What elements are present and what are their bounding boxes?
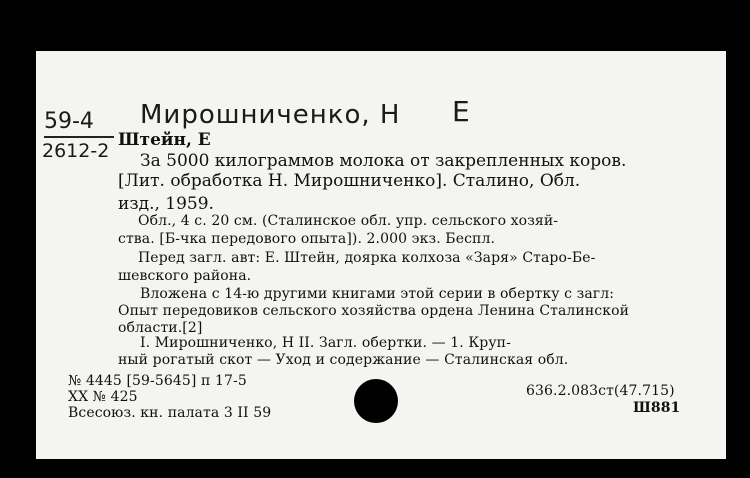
body-line: Опыт передовиков сельского хозяйства ордена Ленина Сталинской: [118, 303, 630, 319]
body-line: области.[2]: [118, 320, 203, 336]
footer-line: Всесоюз. кн. палата 3 II 59: [68, 405, 272, 421]
punch-hole: [354, 379, 398, 423]
title-line: [Лит. обработка Н. Мирошниченко]. Сталино, Обл.: [118, 171, 581, 191]
body-line: Обл., 4 с. 20 см. (Сталинское обл. упр. сельского хозяй-: [138, 213, 559, 229]
footer-line: № 4445 [59-5645] п 17-5: [68, 373, 247, 389]
call-number-top: 59-4: [44, 109, 94, 134]
handwritten-author: Мирошниченко, Н: [140, 100, 401, 130]
author-mark: Ш881: [633, 400, 681, 416]
body-line: Вложена с 14-ю другими книгами этой серии в обертку с загл:: [140, 286, 615, 302]
title-line: За 5000 килограммов молока от закрепленных коров.: [140, 151, 627, 171]
call-number-bottom: 2612-2: [42, 140, 110, 162]
title-line: изд., 1959.: [118, 194, 214, 214]
body-line: I. Мирошниченко, Н II. Загл. обертки. — 1. Круп-: [140, 335, 511, 351]
footer-line: XX № 425: [68, 389, 138, 405]
classification-code: 636.2.083ст(47.715): [526, 383, 675, 399]
body-line: шевского района.: [118, 268, 252, 284]
handwritten-letter: Е: [452, 95, 470, 128]
call-number-divider: [44, 136, 114, 138]
body-line: ный рогатый скот — Уход и содержание — Сталинская обл.: [118, 352, 569, 368]
author-heading: Штейн, Е: [118, 130, 211, 150]
body-line: ства. [Б-чка передового опыта]). 2.000 экз. Беспл.: [118, 231, 495, 247]
body-line: Перед загл. авт: Е. Штейн, доярка колхоза «Заря» Старо-Бе-: [138, 250, 596, 266]
